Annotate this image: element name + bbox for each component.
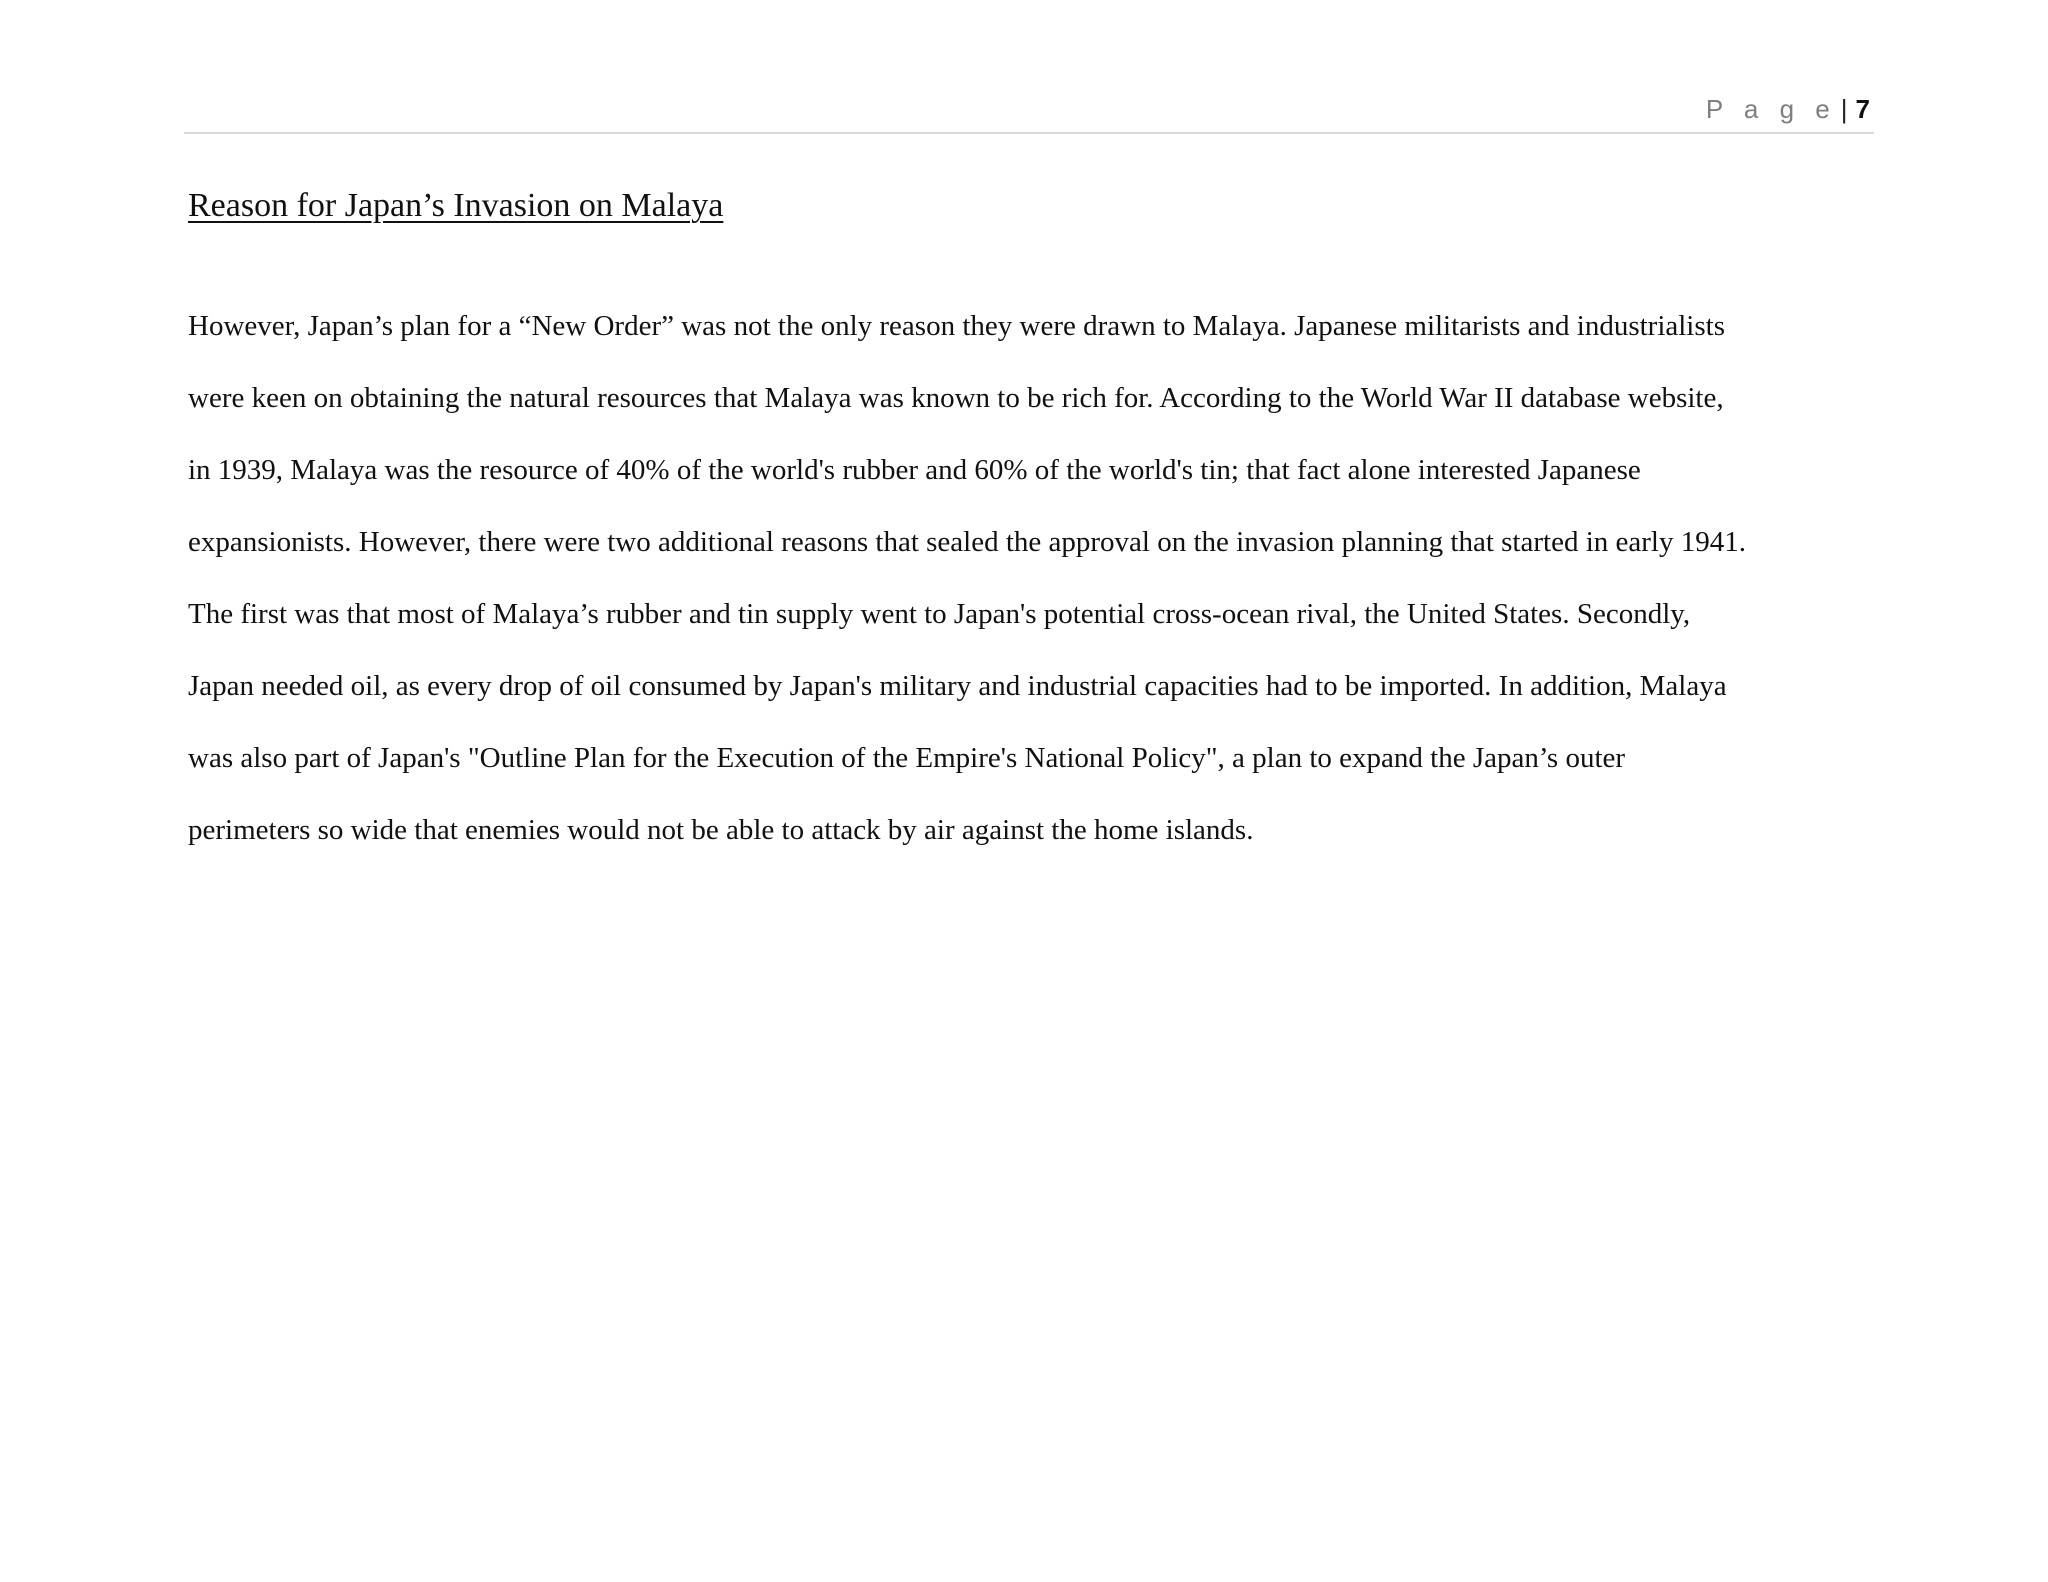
paragraph-line: were keen on obtaining the natural resources that Malaya was known to be rich for. According to the World War II database website,: [188, 382, 1724, 414]
page-number: 7: [1855, 94, 1870, 124]
paragraph-line: Japan needed oil, as every drop of oil consumed by Japan's military and industrial capacities had to be imported. In addition, Malaya: [188, 670, 1727, 702]
paragraph-line: in 1939, Malaya was the resource of 40% of the world's rubber and 60% of the world's tin; that fact alone interested Japanese: [188, 454, 1641, 486]
page-separator: |: [1840, 94, 1848, 124]
paragraph-line: perimeters so wide that enemies would not be able to attack by air against the home islands.: [188, 814, 1254, 846]
paragraph-line: was also part of Japan's "Outline Plan for the Execution of the Empire's National Policy", a plan to expand the Japan’s outer: [188, 742, 1626, 774]
paragraph-line: expansionists. However, there were two additional reasons that sealed the approval on the invasion planning that started in early 1941.: [188, 526, 1746, 558]
section-title: Reason for Japan’s Invasion on Malaya: [188, 187, 724, 224]
body-paragraph: [188, 290, 1888, 866]
page-header: [184, 88, 1874, 134]
page-word: P a g e: [1705, 94, 1837, 124]
paragraph-line: The first was that most of Malaya’s rubber and tin supply went to Japan's potential cross-ocean rival, the United States. Secondly,: [188, 598, 1691, 630]
page-number-label: [1706, 94, 1870, 124]
paragraph-line: However, Japan’s plan for a “New Order” was not the only reason they were drawn to Malaya. Japanese militarists and industrialists: [188, 310, 1725, 342]
